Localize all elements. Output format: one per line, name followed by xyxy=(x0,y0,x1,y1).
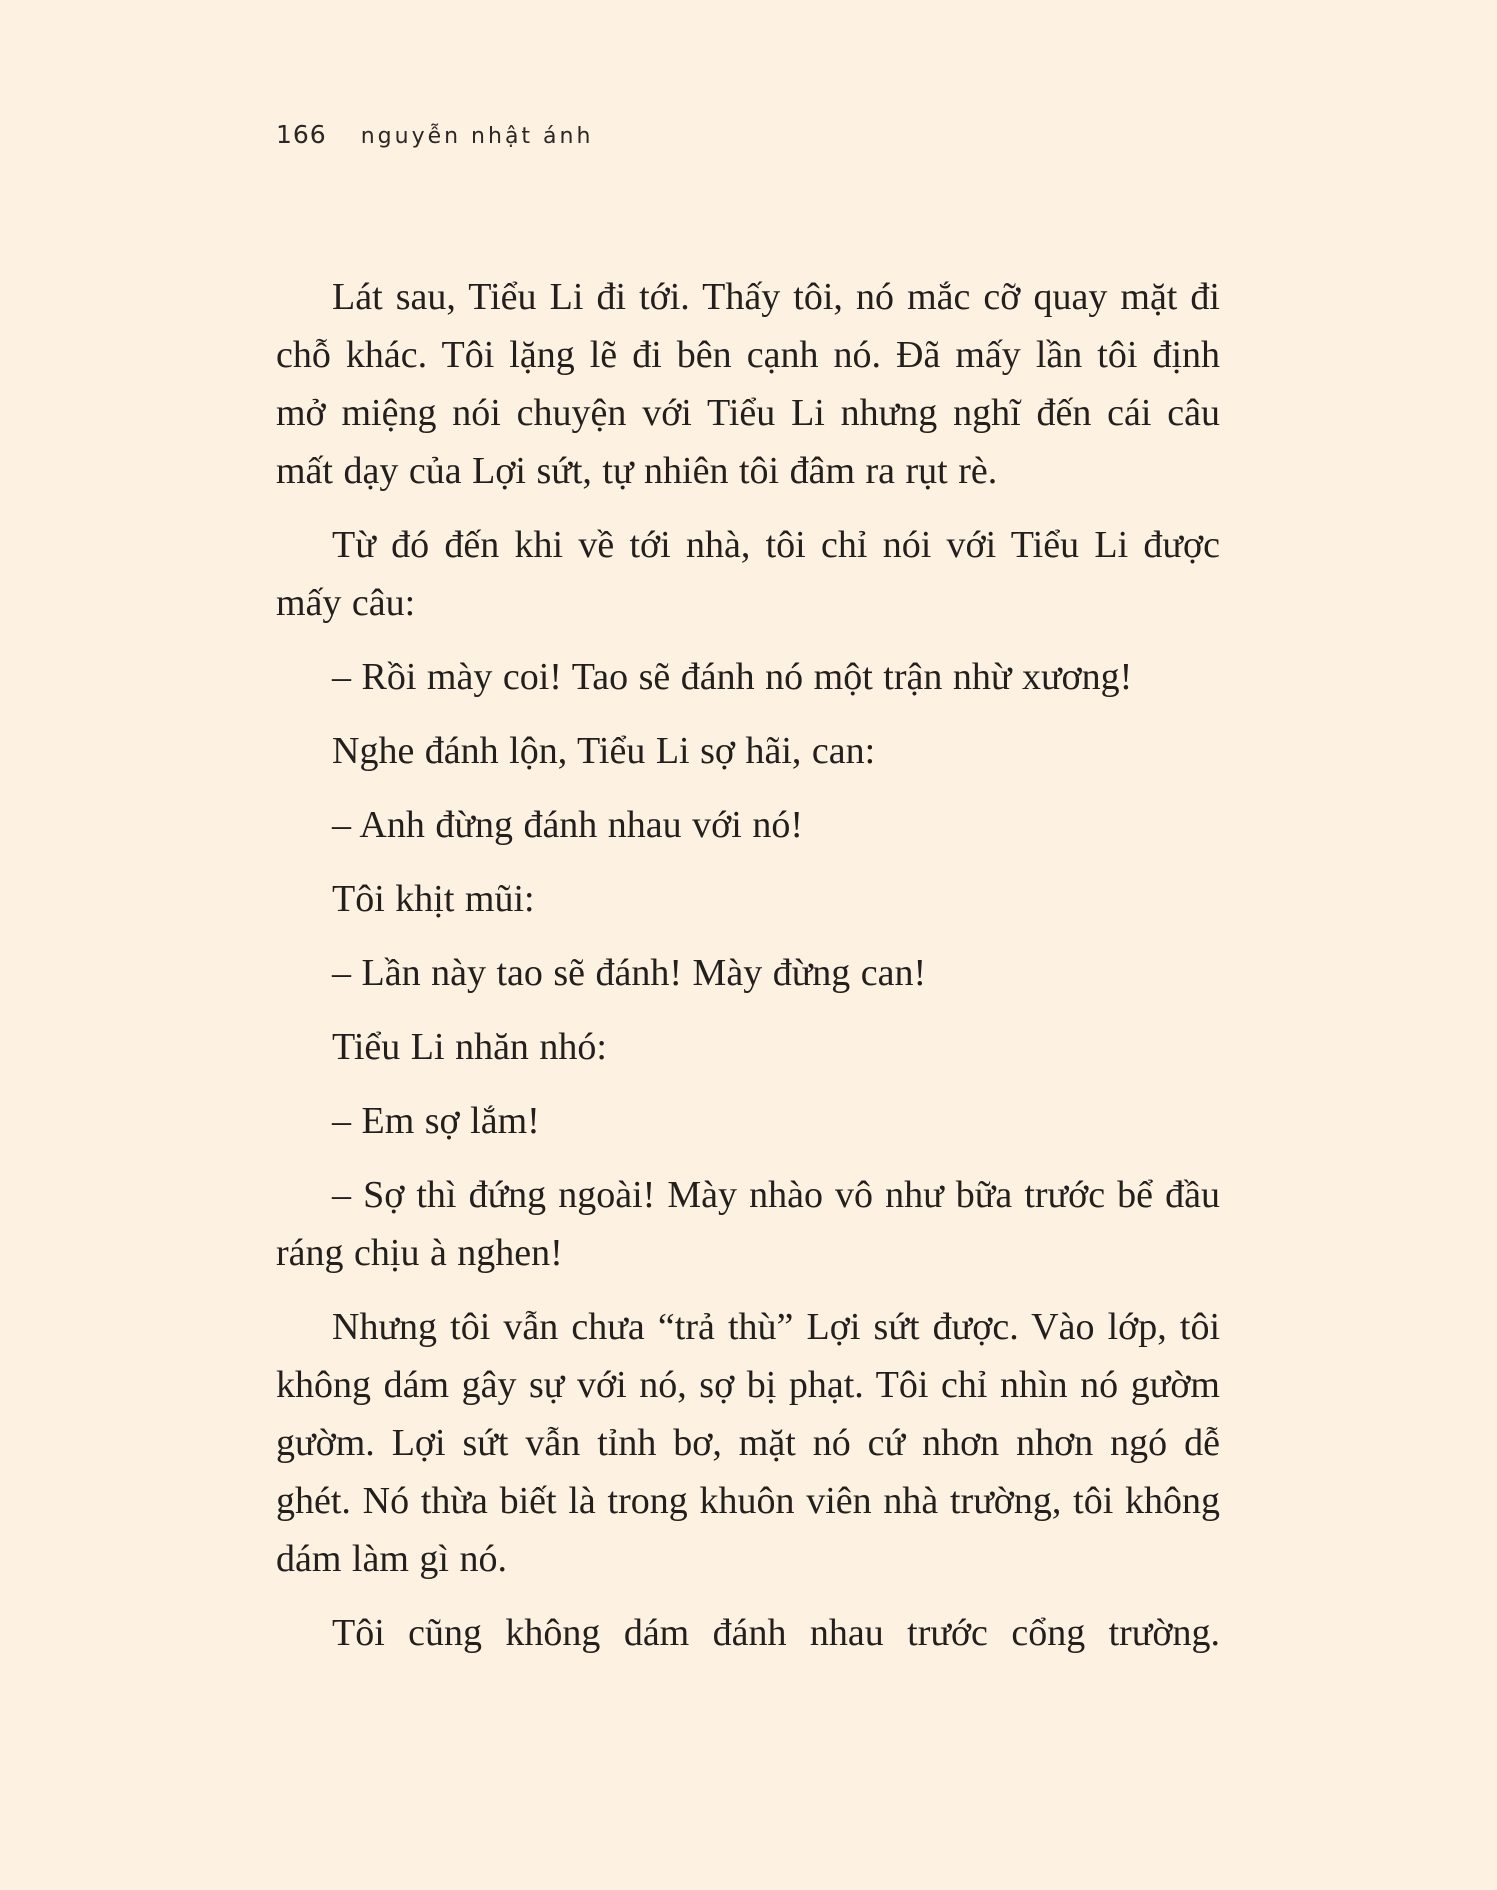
page-number: 166 xyxy=(276,120,327,149)
body-text xyxy=(276,268,1220,1678)
paragraph: Tiểu Li nhăn nhó: xyxy=(332,1026,607,1068)
author-name: nguyễn nhật ánh xyxy=(360,124,594,149)
paragraph: Lát sau, Tiểu Li đi tới. Thấy tôi, nó mắc cỡ quay mặt đi chỗ khác. Tôi lặng lẽ đi bên cạnh nó. Đã mấy lần tôi định mở miệng nói chuyện với Tiểu Li nhưng nghĩ đến cái câu mất dạy của Lợi sứt, tự nhiên tôi đâm ra rụt rè. xyxy=(276,276,1220,492)
paragraph: Tôi khịt mũi: xyxy=(332,878,535,920)
dialogue-line: – Sợ thì đứng ngoài! Mày nhào vô như bữa trước bể đầu ráng chịu à nghen! xyxy=(276,1174,1220,1274)
paragraph: Từ đó đến khi về tới nhà, tôi chỉ nói với Tiểu Li được mấy câu: xyxy=(276,524,1220,624)
paragraph: Tôi cũng không dám đánh nhau trước cổng trường. xyxy=(332,1612,1220,1654)
paragraph: Nhưng tôi vẫn chưa “trả thù” Lợi sứt được. Vào lớp, tôi không dám gây sự với nó, sợ bị phạt. Tôi chỉ nhìn nó gườm gườm. Lợi sứt vẫn tỉnh bơ, mặt nó cứ nhơn nhơn ngó dễ ghét. Nó thừa biết là trong khuôn viên nhà trường, tôi không dám làm gì nó. xyxy=(276,1306,1220,1580)
paragraph: Nghe đánh lộn, Tiểu Li sợ hãi, can: xyxy=(332,730,876,772)
dialogue-line: – Rồi mày coi! Tao sẽ đánh nó một trận nhừ xương! xyxy=(332,656,1133,698)
dialogue-line: – Anh đừng đánh nhau với nó! xyxy=(332,804,803,846)
dialogue-line: – Em sợ lắm! xyxy=(332,1100,540,1142)
dialogue-line: – Lần này tao sẽ đánh! Mày đừng can! xyxy=(332,952,927,994)
running-head xyxy=(276,120,593,149)
